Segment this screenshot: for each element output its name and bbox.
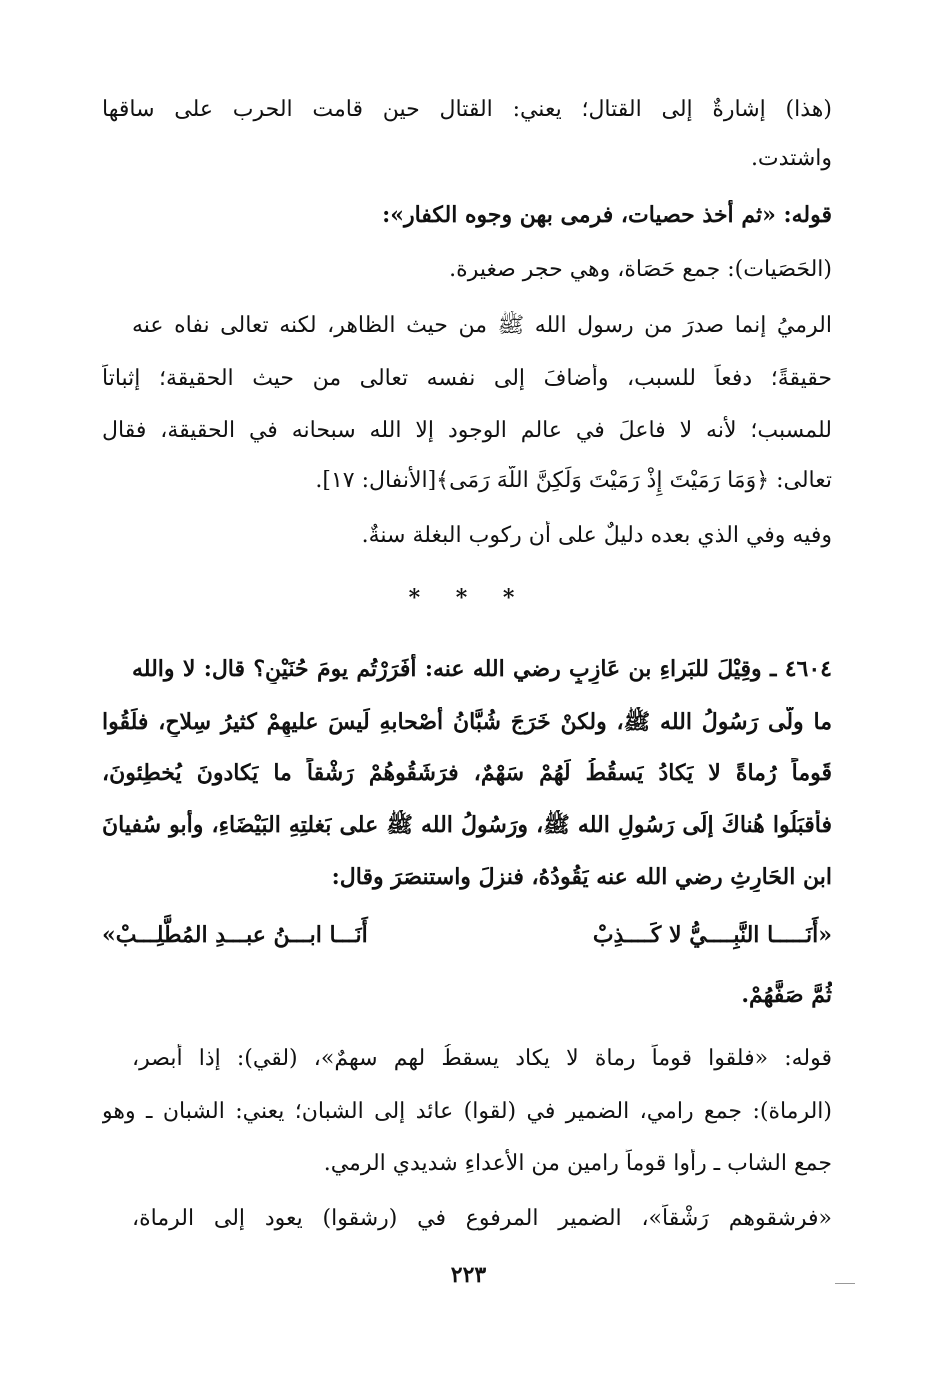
page-number: ٢٢٣ — [450, 1262, 487, 1288]
text-line-1: (هذا) إشارةٌ إلى القتال؛ يعني: القتال حين قامت الحرب على ساقها — [102, 97, 832, 122]
text-line-7: للمسبب؛ لأنه لا فاعلَ في عالم الوجود إلا الله سبحانه في الحقيقة، فقال — [102, 418, 832, 443]
commentary-line-1: قوله: «فلقوا قوماً رماة لا يكاد يسقطُ لهم سهمٌ»، (لقي): إذا أبصر، — [132, 1046, 832, 1071]
hadith-line-5: ابن الحَارِثِ رضي الله عنه يَقُودُهُ، فنزلَ واستنصَرَ وقال: — [331, 864, 832, 890]
hadith-line-3: قَوماً رُماةً لا يَكادُ يَسقُطُ لَهُمْ سَهْمٌ، فرَشَقُوهُمْ رَشْقاً ما يَكادونَ يُخطِئونَ، — [102, 760, 832, 786]
text-line-5: الرميُ إنما صدرَ من رسول الله ﷺ من حيث الظاهر، لكنه تعالى نفاه عنه — [132, 313, 832, 338]
commentary-line-2: (الرماة): جمع رامي، الضمير في (لقوا) عائد إلى الشبان؛ يعني: الشبان ـ وهو — [102, 1099, 832, 1124]
text-line-9: وفيه وفي الذي بعده دليلٌ على أن ركوب البغلة سنةٌ. — [361, 523, 832, 548]
quran-quote-line: تعالى: ﴿وَمَا رَمَيْتَ إِذْ رَمَيْتَ وَلَكِنَّ اللَّهَ رَمَى﴾[الأنفال: ١٧]. — [315, 468, 832, 493]
text-line-6: حقيقةً؛ دفعاً للسبب، وأضافَ إلى نفسه تعالى من حيث الحقيقة؛ إثباتاً — [102, 366, 832, 391]
commentary-line-3: جمع الشاب ـ رأوا قوماً رامين من الأعداءِ شديدي الرمي. — [323, 1151, 832, 1176]
scan-mark — [835, 1283, 855, 1284]
verse-second-hemistich: أَنَـــا ابـــنُ عبـــدِ المُطَّلِـــبْ» — [102, 922, 368, 948]
verse-first-hemistich: «أَنَـــــا النَّبِــــيُّ لا كَــــذِبْ — [592, 922, 832, 948]
section-separator: * * * — [408, 585, 529, 611]
hadith-line-4: فأقبَلُوا هُناكَ إلَى رَسُولِ الله ﷺ، ورَسُولُ الله ﷺ على بَغلتِهِ البَيْضَاءِ، وأبو سُفيانَ — [102, 812, 832, 838]
hadith-line-2: ما ولَّى رَسُولُ الله ﷺ، ولكنْ خَرَجَ شُبَّانُ أَصْحابهِ لَيسَ عليهِمْ كثيرُ سِلاحٍ، فلَقُوا — [102, 709, 832, 735]
commentary-line-4: «فرشقوهم رَشْقاً»، الضمير المرفوع في (رشقوا) يعود إلى الرماة، — [132, 1206, 832, 1231]
text-line-hasayat: (الحَصَيات): جمع حَصَاة، وهي حجر صغيرة. — [449, 257, 832, 282]
text-line-2: واشتدت. — [750, 146, 832, 171]
hadith-line-6: ثُمَّ صَفَّهُمْ. — [741, 982, 832, 1008]
commentary-heading-1: قوله: «ثم أخذ حصيات، فرمى بهن وجوه الكفار»: — [382, 202, 832, 228]
hadith-line-1: ٤٦٠٤ ـ وقِيْلَ للبَراءِ بن عَازِبٍ رضي الله عنه: أَفَرَرْتُم يومَ حُنَيْنٍ؟ قال: لا والله — [132, 656, 832, 682]
